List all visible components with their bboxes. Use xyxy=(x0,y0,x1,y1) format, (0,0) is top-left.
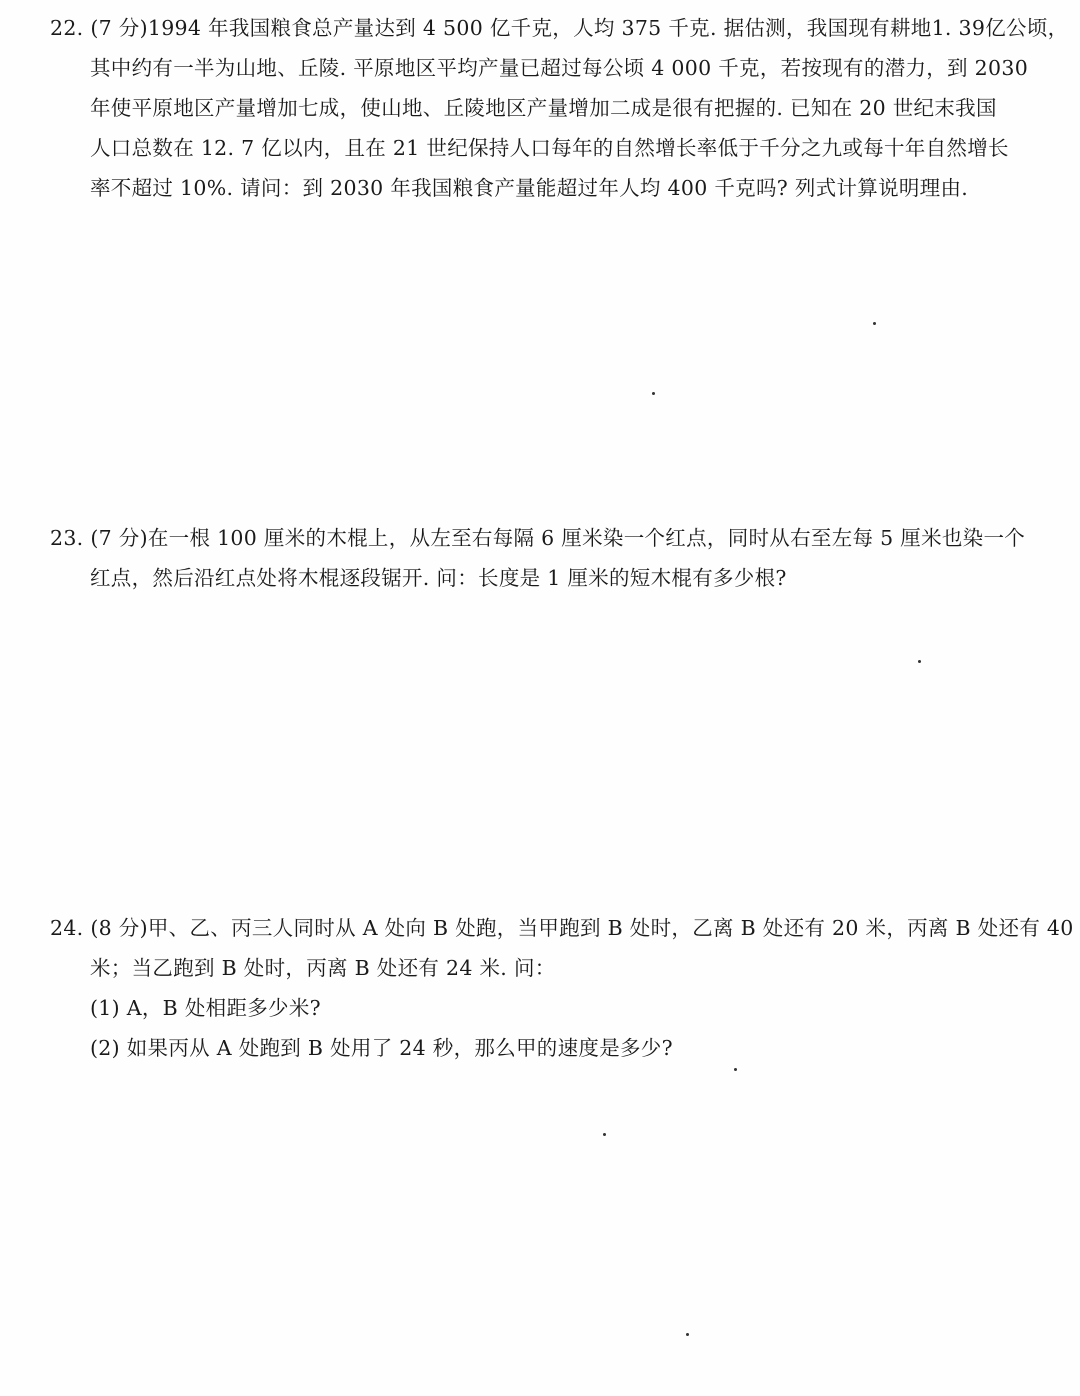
problem-22-line-4: 人口总数在 12. 7 亿以内，且在 21 世纪保持人口每年的自然增长率低于千分之九或每十年自然增长 xyxy=(90,136,1009,160)
scan-speck xyxy=(686,1333,689,1336)
scan-speck xyxy=(918,660,921,663)
problem-22-line-3: 年使平原地区产量增加七成，使山地、丘陵地区产量增加二成是很有把握的. 已知在 20 世纪末我国 xyxy=(90,96,997,120)
problem-23-line-2: 红点，然后沿红点处将木棍逐段锯开. 问：长度是 1 厘米的短木棍有多少根? xyxy=(90,566,787,590)
scan-speck xyxy=(603,1133,606,1136)
problem-22-line-5: 率不超过 10%. 请问：到 2030 年我国粮食产量能超过年人均 400 千克吗? 列式计算说明理由. xyxy=(90,176,969,200)
problem-23-line-1: 23. (7 分)在一根 100 厘米的木棍上，从左至右每隔 6 厘米染一个红点，同时从右至左每 5 厘米也染一个 xyxy=(50,526,1026,550)
problem-22 xyxy=(50,8,1072,208)
problem-24-question-1: (1) A，B 处相距多少米? xyxy=(90,996,321,1020)
scan-speck xyxy=(652,392,655,395)
problem-24 xyxy=(50,908,1072,1068)
problem-24-line-1: 24. (8 分)甲、乙、丙三人同时从 A 处向 B 处跑，当甲跑到 B 处时，乙离 B 处还有 20 米，丙离 B 处还有 40 xyxy=(50,916,1074,940)
problem-24-line-2: 米；当乙跑到 B 处时，丙离 B 处还有 24 米. 问： xyxy=(90,956,556,980)
scan-speck xyxy=(734,1068,737,1071)
problem-23 xyxy=(50,518,1072,598)
scan-speck xyxy=(873,322,876,325)
problem-24-question-2: (2) 如果丙从 A 处跑到 B 处用了 24 秒，那么甲的速度是多少? xyxy=(90,1036,673,1060)
problem-22-line-1: 22. (7 分)1994 年我国粮食总产量达到 4 500 亿千克，人均 375 千克. 据估测，我国现有耕地1. 39亿公顷， xyxy=(50,16,1069,40)
problem-22-line-2: 其中约有一半为山地、丘陵. 平原地区平均产量已超过每公顷 4 000 千克，若按现有的潜力，到 2030 xyxy=(90,56,1029,80)
